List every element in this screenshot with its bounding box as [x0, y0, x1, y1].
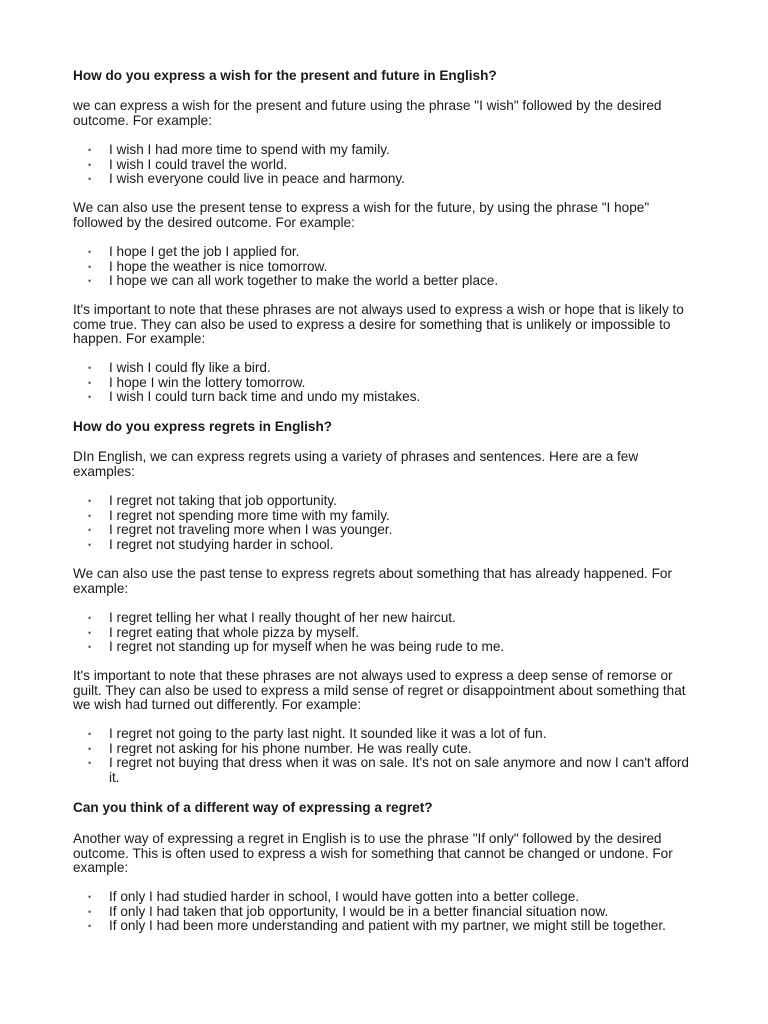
- list-item: • I wish I had more time to spend with my family.: [73, 143, 698, 158]
- paragraph: Another way of expressing a regret in English is to use the phrase "If only" followed by the desired outcome. This is often used to express a wish for something that cannot be changed or undone. For example:: [73, 831, 673, 876]
- list-item: • If only I had studied harder in school, I would have gotten into a better college.: [73, 890, 698, 905]
- paragraph: We can also use the present tense to express a wish for the future, by using the phrase "I hope" followed by the desired outcome. For example:: [73, 200, 650, 230]
- list-item: • I regret not asking for his phone number. He was really cute.: [73, 742, 698, 757]
- example-list: [73, 245, 698, 289]
- list-item: • I wish everyone could live in peace and harmony.: [73, 172, 698, 187]
- list-item: • I regret not taking that job opportunity.: [73, 494, 698, 509]
- list-item: • I wish I could fly like a bird.: [73, 361, 698, 376]
- list-item: • I regret not studying harder in school.: [73, 538, 698, 553]
- list-item: • I hope I get the job I applied for.: [73, 245, 698, 260]
- list-item: • I regret telling her what I really thought of her new haircut.: [73, 611, 698, 626]
- paragraph: we can express a wish for the present and future using the phrase "I wish" followed by the desired outcome. For example:: [73, 98, 662, 128]
- list-item: • I wish I could turn back time and undo my mistakes.: [73, 390, 698, 405]
- list-item: • If only I had taken that job opportunity, I would be in a better financial situation now.: [73, 905, 698, 920]
- list-item: • I regret not standing up for myself when he was being rude to me.: [73, 640, 698, 655]
- list-item: • I regret not buying that dress when it was on sale. It's not on sale anymore and now I can't afford it.: [73, 756, 698, 785]
- paragraph: It's important to note that these phrases are not always used to express a wish or hope that is likely to come true. They can also be used to express a desire for something that is unlikely or impossible to happen. For example:: [73, 302, 684, 347]
- paragraph: It's important to note that these phrases are not always used to express a deep sense of remorse or guilt. They can also be used to express a mild sense of regret or disappointment about something that we wish had turned out differently. For example:: [73, 668, 686, 713]
- list-item: • If only I had been more understanding and patient with my partner, we might still be together.: [73, 919, 698, 934]
- section-heading-regrets: How do you express regrets in English?: [73, 419, 333, 434]
- section-heading-wishes: How do you express a wish for the present and future in English?: [73, 68, 497, 83]
- list-item: • I hope I win the lottery tomorrow.: [73, 376, 698, 391]
- list-item: • I wish I could travel the world.: [73, 158, 698, 173]
- list-item: • I regret not going to the party last night. It sounded like it was a lot of fun.: [73, 727, 698, 742]
- example-list: [73, 494, 698, 552]
- example-list: [73, 890, 698, 934]
- paragraph: DIn English, we can express regrets using a variety of phrases and sentences. Here are a few examples:: [73, 449, 639, 479]
- example-list: [73, 727, 698, 785]
- list-item: • I regret not spending more time with my family.: [73, 509, 698, 524]
- section-heading-different-way: Can you think of a different way of expressing a regret?: [73, 800, 433, 815]
- example-list: [73, 143, 698, 187]
- list-item: • I hope the weather is nice tomorrow.: [73, 260, 698, 275]
- example-list: [73, 361, 698, 405]
- list-item: • I regret eating that whole pizza by myself.: [73, 626, 698, 641]
- list-item: • I hope we can all work together to make the world a better place.: [73, 274, 698, 289]
- list-item: • I regret not traveling more when I was younger.: [73, 523, 698, 538]
- example-list: [73, 611, 698, 655]
- paragraph: We can also use the past tense to express regrets about something that has already happened. For example:: [73, 566, 672, 596]
